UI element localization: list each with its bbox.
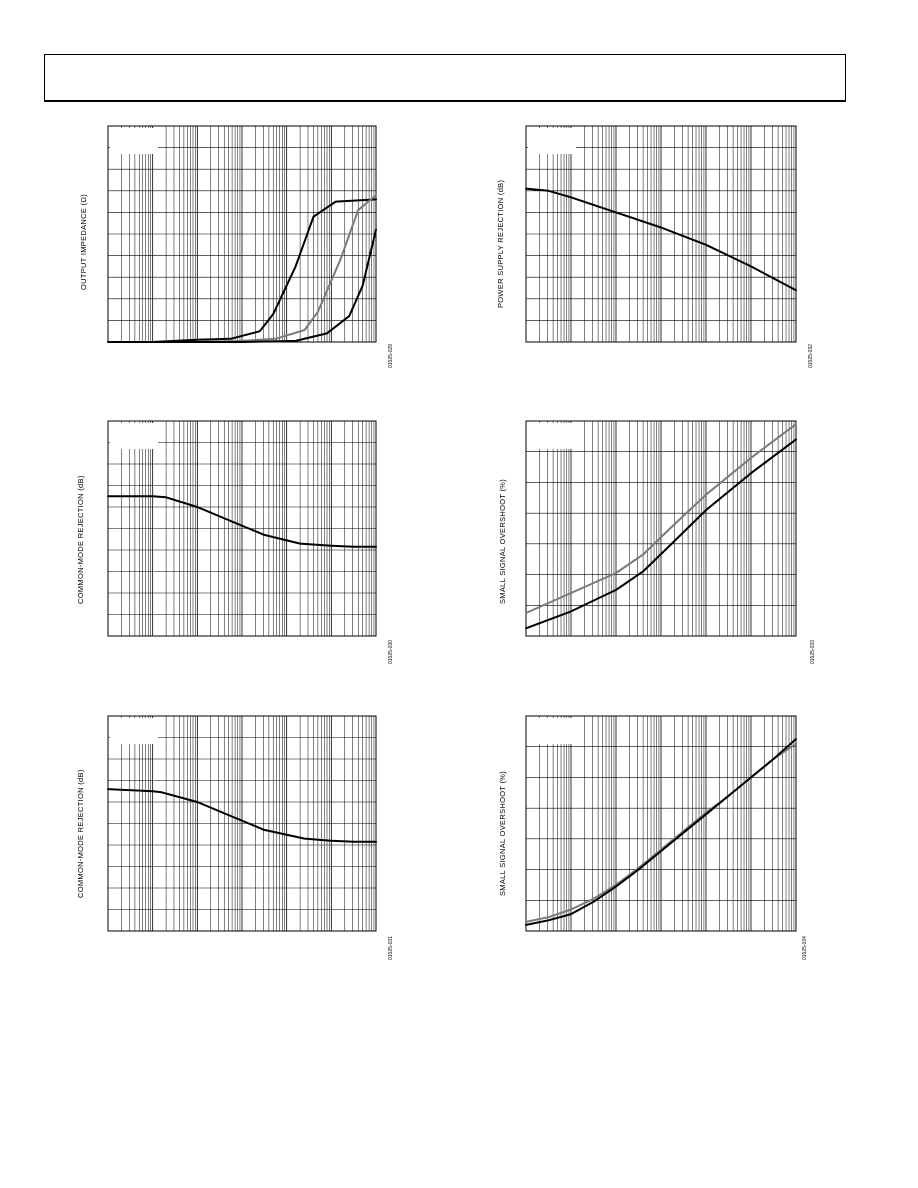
legend-area <box>528 718 576 744</box>
figure-id: 01525-030 <box>388 640 394 664</box>
chart-ylabel: SMALL SIGNAL OVERSHOOT (%) <box>498 478 507 604</box>
chart-small-signal-overshoot-2 <box>490 710 830 970</box>
grid <box>108 716 376 931</box>
legend-area <box>528 128 576 154</box>
grid <box>108 421 376 636</box>
chart-common-mode-rejection-2 <box>70 710 410 970</box>
chart-ylabel: COMMON-MODE REJECTION (dB) <box>76 475 85 604</box>
legend-area <box>110 718 158 744</box>
legend-area <box>110 128 158 154</box>
figure-id: 01525-032 <box>808 344 814 368</box>
grid <box>526 421 796 636</box>
chart-small-signal-overshoot-1 <box>490 414 830 674</box>
chart-plot-area <box>490 120 830 380</box>
chart-plot-area <box>70 120 410 380</box>
legend-area <box>528 423 576 449</box>
grid <box>526 716 796 931</box>
chart-ylabel: OUTPUT IMPEDANCE (Ω) <box>79 193 88 290</box>
chart-plot-area <box>70 710 410 970</box>
grid <box>108 126 376 342</box>
figure-id: 01525-029 <box>388 344 394 368</box>
chart-power-supply-rejection <box>490 120 830 380</box>
figure-id: 01525-031 <box>388 936 394 960</box>
figure-id: 01525-034 <box>802 936 808 960</box>
chart-ylabel: POWER SUPPLY REJECTION (dB) <box>496 179 505 308</box>
grid <box>526 126 796 342</box>
chart-common-mode-rejection-1 <box>70 414 410 674</box>
chart-output-impedance <box>70 120 410 380</box>
chart-ylabel: SMALL SIGNAL OVERSHOOT (%) <box>498 770 507 896</box>
chart-plot-area <box>490 710 830 970</box>
chart-ylabel: COMMON-MODE REJECTION (dB) <box>76 769 85 898</box>
page-header-frame <box>44 54 846 102</box>
chart-plot-area <box>70 414 410 674</box>
figure-id: 01525-033 <box>810 640 816 664</box>
chart-plot-area <box>490 414 830 674</box>
legend-area <box>110 423 158 449</box>
